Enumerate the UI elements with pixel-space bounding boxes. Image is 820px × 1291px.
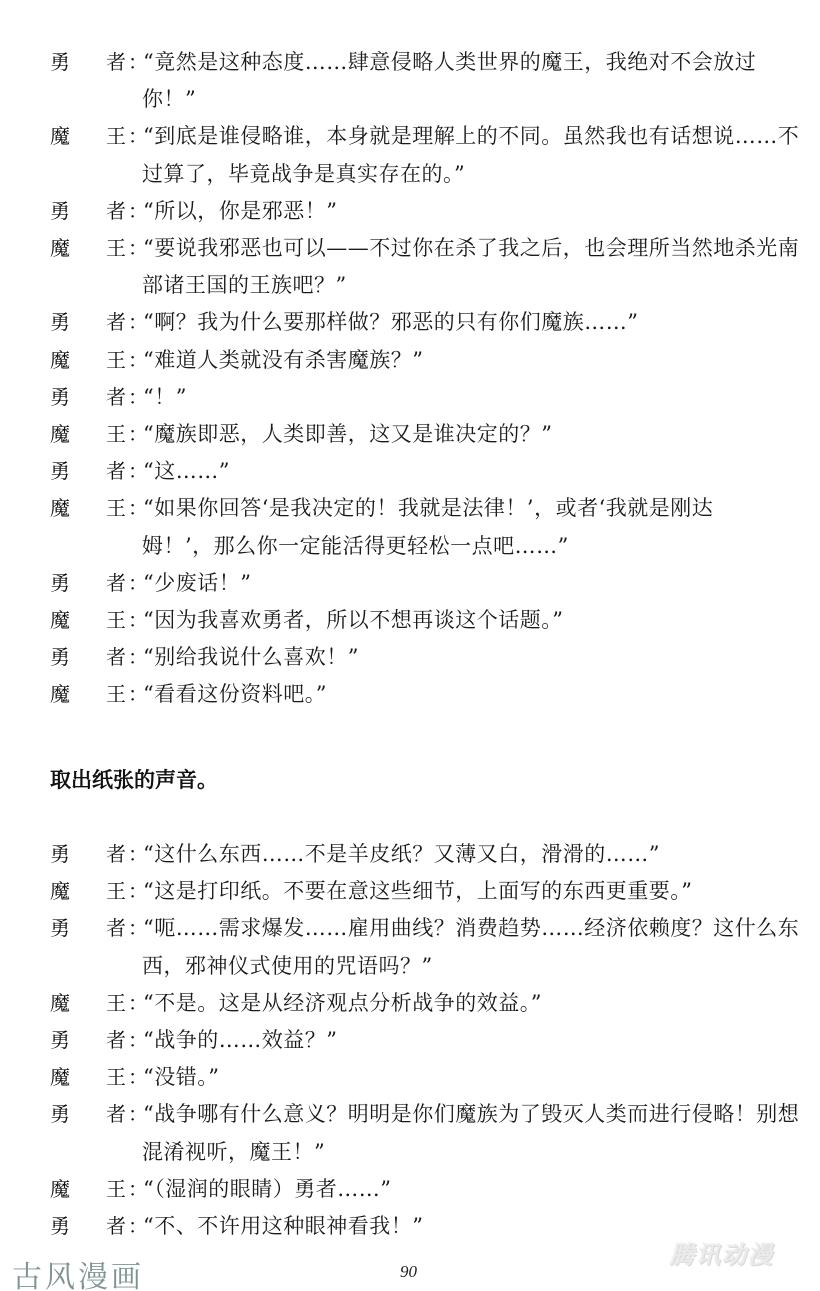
speaker-c1: 勇 bbox=[50, 842, 70, 866]
speaker-c1: 勇 bbox=[50, 459, 70, 484]
dialogue-text: 西，邪神仪式使用的咒语吗？” bbox=[142, 953, 433, 978]
speaker-c2: 者 bbox=[106, 384, 126, 409]
dialogue-text: “难道人类就没有杀害魔族？” bbox=[143, 347, 424, 372]
speaker-colon: ： bbox=[128, 496, 148, 521]
dialogue-line bbox=[0, 639, 820, 675]
dialogue-line bbox=[0, 490, 820, 526]
speaker-c2: 王 bbox=[106, 1065, 126, 1090]
dialogue-text: “战争哪有什么意义？明明是你们魔族为了毁灭人类而进行侵略！别想 bbox=[143, 1102, 800, 1127]
dialogue-text: “啊？我为什么要那样做？邪恶的只有你们魔族……” bbox=[143, 310, 639, 335]
speaker-colon: ： bbox=[128, 842, 148, 866]
speaker-colon: ： bbox=[128, 1102, 148, 1127]
dialogue-line bbox=[0, 873, 820, 909]
speaker-c1: 勇 bbox=[50, 1102, 70, 1127]
dialogue-text: “别给我说什么喜欢！” bbox=[143, 645, 359, 670]
speaker-colon: ： bbox=[128, 50, 148, 74]
dialogue-line bbox=[0, 910, 820, 946]
speaker-colon: ： bbox=[128, 990, 148, 1015]
speaker-colon: ： bbox=[128, 236, 148, 260]
narration-text: 取出纸张的声音。 bbox=[50, 768, 218, 792]
speaker-c1: 魔 bbox=[50, 608, 70, 632]
dialogue-text: “魔族即恶，人类即善，这又是谁决定的？” bbox=[143, 422, 553, 446]
dialogue-text: “所以，你是邪恶！” bbox=[143, 198, 338, 223]
dialogue-line bbox=[0, 985, 820, 1021]
speaker-colon: ： bbox=[128, 682, 148, 707]
speaker-c1: 勇 bbox=[50, 384, 70, 409]
dialogue-line-continuation bbox=[0, 948, 820, 984]
speaker-colon: ： bbox=[128, 347, 148, 372]
speaker-c1: 勇 bbox=[50, 1214, 70, 1238]
speaker-colon: ： bbox=[128, 570, 148, 595]
speaker-c1: 勇 bbox=[50, 310, 70, 335]
dialogue-line-continuation bbox=[0, 528, 820, 564]
dialogue-text: “这是打印纸。不要在意这些细节，上面写的东西更重要。” bbox=[143, 879, 693, 904]
speaker-c1: 魔 bbox=[50, 879, 70, 904]
speaker-colon: ： bbox=[128, 198, 148, 223]
speaker-c1: 魔 bbox=[50, 236, 70, 260]
dialogue-line bbox=[0, 676, 820, 712]
speaker-c2: 王 bbox=[106, 990, 126, 1015]
speaker-c2: 者 bbox=[106, 459, 126, 484]
dialogue-line-continuation bbox=[0, 156, 820, 192]
page-number: 90 bbox=[400, 1262, 417, 1281]
speaker-c2: 王 bbox=[106, 1176, 126, 1201]
speaker-c2: 者 bbox=[106, 842, 126, 866]
speaker-colon: ： bbox=[128, 1214, 148, 1238]
speaker-c2: 王 bbox=[106, 879, 126, 904]
speaker-c2: 者 bbox=[106, 645, 126, 670]
speaker-colon: ： bbox=[128, 422, 148, 446]
speaker-c2: 王 bbox=[106, 682, 126, 707]
dialogue-line-continuation bbox=[0, 1134, 820, 1170]
dialogue-text: 过算了，毕竟战争是真实存在的。” bbox=[142, 161, 466, 186]
speaker-c1: 魔 bbox=[50, 422, 70, 446]
speaker-c2: 王 bbox=[106, 347, 126, 372]
dialogue-text: 部诸王国的王族吧？” bbox=[142, 273, 347, 298]
dialogue-text: “这……” bbox=[143, 459, 230, 484]
speaker-colon: ： bbox=[128, 1028, 148, 1052]
speaker-c2: 者 bbox=[106, 1028, 126, 1052]
speaker-c1: 勇 bbox=[50, 50, 70, 74]
speaker-c1: 魔 bbox=[50, 347, 70, 372]
dialogue-text: 混淆视听，魔王！” bbox=[142, 1139, 326, 1164]
dialogue-text: “如果你回答‘是我决定的！我就是法律！’，或者‘我就是刚达 bbox=[143, 496, 714, 521]
dialogue-text: “不、不许用这种眼神看我！” bbox=[143, 1214, 424, 1238]
dialogue-line bbox=[0, 565, 820, 601]
speaker-c2: 者 bbox=[106, 198, 126, 223]
dialogue-line bbox=[0, 453, 820, 489]
speaker-c2: 者 bbox=[106, 570, 126, 595]
dialogue-text: “呃……需求爆发……雇用曲线？消费趋势……经济依赖度？这什么东 bbox=[143, 916, 800, 941]
publisher-logo: 古风漫画 bbox=[12, 1260, 144, 1291]
speaker-c2: 王 bbox=[106, 236, 126, 260]
speaker-colon: ： bbox=[128, 124, 148, 149]
speaker-colon: ： bbox=[128, 608, 148, 632]
speaker-colon: ： bbox=[128, 1176, 148, 1201]
dialogue-line bbox=[0, 836, 820, 872]
speaker-c1: 魔 bbox=[50, 682, 70, 707]
dialogue-line bbox=[0, 342, 820, 378]
dialogue-text: “少废话！” bbox=[143, 570, 252, 595]
dialogue-text: “（湿润的眼睛）勇者……” bbox=[143, 1176, 392, 1201]
dialogue-line bbox=[0, 379, 820, 415]
dialogue-text: “战争的……效益？” bbox=[143, 1028, 338, 1052]
dialogue-line bbox=[0, 1096, 820, 1132]
dialogue-line bbox=[0, 118, 820, 154]
dialogue-text: 姆！’，那么你一定能活得更轻松一点吧……” bbox=[142, 533, 569, 558]
speaker-c1: 魔 bbox=[50, 496, 70, 521]
dialogue-text: “因为我喜欢勇者，所以不想再谈这个话题。” bbox=[143, 608, 564, 632]
speaker-colon: ： bbox=[128, 459, 148, 484]
dialogue-line bbox=[0, 1022, 820, 1058]
dialogue-line bbox=[0, 1171, 820, 1207]
dialogue-line bbox=[0, 44, 820, 80]
speaker-c1: 勇 bbox=[50, 198, 70, 223]
speaker-c2: 王 bbox=[106, 422, 126, 446]
dialogue-text: “到底是谁侵略谁，本身就是理解上的不同。虽然我也有话想说……不 bbox=[143, 124, 800, 149]
speaker-c2: 者 bbox=[106, 1102, 126, 1127]
dialogue-line bbox=[0, 193, 820, 229]
speaker-c2: 者 bbox=[106, 916, 126, 941]
dialogue-text: “要说我邪恶也可以——不过你在杀了我之后，也会理所当然地杀光南 bbox=[143, 236, 800, 260]
dialogue-text: “不是。这是从经济观点分析战争的效益。” bbox=[143, 990, 542, 1015]
dialogue-line-continuation bbox=[0, 81, 820, 117]
speaker-c1: 勇 bbox=[50, 645, 70, 670]
dialogue-text: “没错。” bbox=[143, 1065, 220, 1090]
speaker-c2: 者 bbox=[106, 1214, 126, 1238]
dialogue-text: “看看这份资料吧。” bbox=[143, 682, 327, 707]
watermark-logo: 腾讯动漫 bbox=[670, 1241, 774, 1269]
dialogue-text: 你！” bbox=[142, 87, 197, 112]
dialogue-text: “这什么东西……不是羊皮纸？又薄又白，滑滑的……” bbox=[143, 842, 660, 866]
speaker-c1: 魔 bbox=[50, 1176, 70, 1201]
speaker-colon: ： bbox=[128, 384, 148, 409]
speaker-c2: 王 bbox=[106, 124, 126, 149]
dialogue-line bbox=[0, 230, 820, 266]
speaker-colon: ： bbox=[128, 645, 148, 670]
dialogue-line bbox=[0, 1059, 820, 1095]
speaker-c1: 魔 bbox=[50, 1065, 70, 1090]
speaker-colon: ： bbox=[128, 310, 148, 335]
speaker-c1: 勇 bbox=[50, 570, 70, 595]
speaker-c2: 者 bbox=[106, 50, 126, 74]
speaker-c2: 者 bbox=[106, 310, 126, 335]
dialogue-text: “！” bbox=[143, 384, 187, 409]
dialogue-line bbox=[0, 304, 820, 340]
speaker-colon: ： bbox=[128, 1065, 148, 1090]
dialogue-line bbox=[0, 602, 820, 638]
dialogue-line-continuation bbox=[0, 267, 820, 303]
dialogue-text: “竟然是这种态度……肆意侵略人类世界的魔王，我绝对不会放过 bbox=[143, 50, 757, 74]
speaker-c2: 王 bbox=[106, 496, 126, 521]
dialogue-line bbox=[0, 416, 820, 452]
speaker-c1: 勇 bbox=[50, 916, 70, 941]
speaker-colon: ： bbox=[128, 916, 148, 941]
speaker-c1: 魔 bbox=[50, 124, 70, 149]
speaker-c1: 魔 bbox=[50, 990, 70, 1015]
speaker-c2: 王 bbox=[106, 608, 126, 632]
speaker-c1: 勇 bbox=[50, 1028, 70, 1052]
speaker-colon: ： bbox=[128, 879, 148, 904]
